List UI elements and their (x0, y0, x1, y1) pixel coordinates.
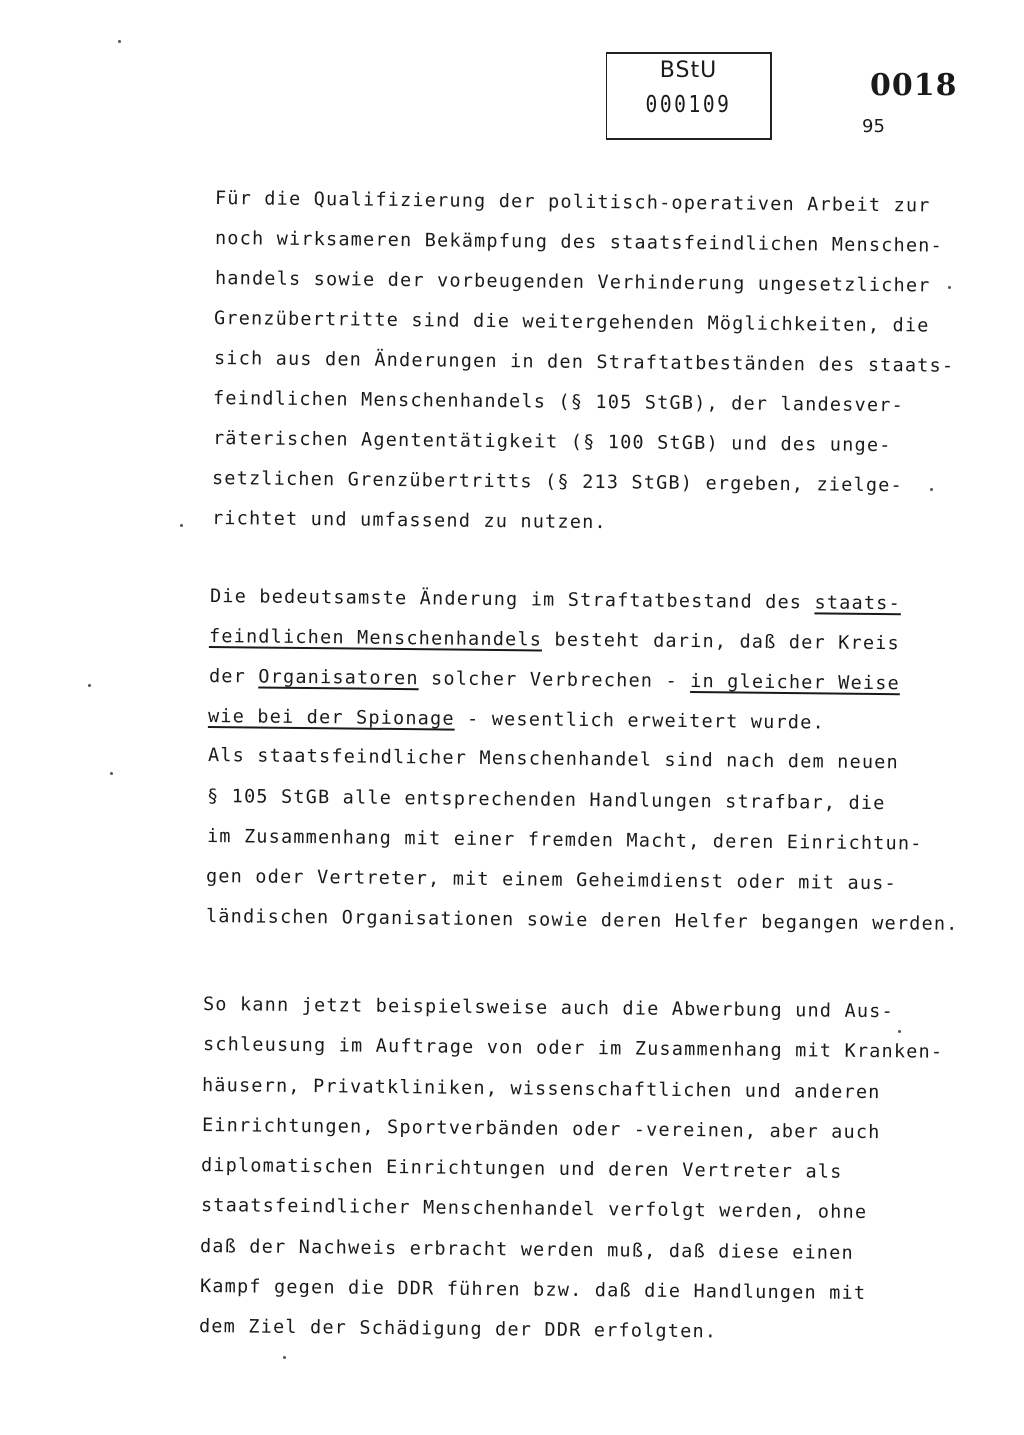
underlined-term: in gleicher Weise (690, 671, 901, 695)
text-line (208, 706, 825, 734)
text-segment: der (208, 666, 247, 688)
text-line: richtet und umfassend zu nutzen. (211, 508, 607, 534)
text-segment: - wesentlich erweitert wurde. (466, 708, 826, 734)
text-segment: Die bedeutsamste Änderung im Straftatbestand des (209, 586, 803, 614)
text-line: diplomatischen Einrichtungen und deren Vertreter als (200, 1155, 843, 1183)
text-line: Einrichtungen, Sportverbänden oder -vereinen, aber auch (201, 1115, 881, 1144)
underlined-term: Organisatoren (258, 666, 419, 690)
text-line: daß der Nachweis erbracht werden muß, daß diese einen (199, 1236, 855, 1264)
text-line (210, 586, 901, 615)
page-number: 95 (862, 116, 885, 137)
text-line: Kampf gegen die DDR führen bzw. daß die Handlungen mit (199, 1276, 867, 1304)
archive-stamp (606, 52, 772, 140)
text-line (209, 666, 900, 695)
text-line: So kann jetzt beispielsweise auch die Abwerbung und Aus- (202, 994, 895, 1023)
text-line: ländischen Organisationen sowie deren Helfer begangen werden. (205, 906, 959, 935)
text-line: feindlichen Menschenhandels (§ 105 StGB), der landesver- (212, 388, 905, 417)
text-line: setzlichen Grenzübertritts (§ 213 StGB) ergeben, zielge- (211, 468, 904, 497)
text-line: Für die Qualifizierung der politisch-operativen Arbeit zur (214, 188, 931, 217)
stamp-number: 000109 (645, 92, 732, 118)
text-line (209, 626, 900, 655)
text-line: staatsfeindlicher Menschenhandel verfolgt werden, ohne (200, 1195, 868, 1223)
text-line: sich aus den Änderungen in den Straftatbeständen des staats- (213, 348, 955, 377)
text-line: im Zusammenhang mit einer fremden Macht, deren Einrichtun- (206, 826, 923, 855)
underlined-term: feindlichen Menschenhandels (208, 626, 543, 651)
text-line: schleusung im Auftrage von oder im Zusammenhang mit Kranken- (202, 1034, 944, 1063)
text-line: Grenzübertritte sind die weitergehenden Möglichkeiten, die (213, 308, 930, 337)
stamp-agency: BStU (659, 58, 718, 83)
text-segment: solcher Verbrechen - (430, 668, 678, 692)
folio-number: 0018 (870, 68, 958, 103)
text-line: noch wirksameren Bekämpfung des staatsfeindlichen Menschen- (214, 228, 944, 257)
text-line: handels sowie der vorbeugenden Verhinderung ungesetzlicher (214, 268, 931, 297)
text-line: gen oder Vertreter, mit einem Geheimdienst oder mit aus- (205, 866, 898, 895)
underlined-term: wie bei der Spionage (207, 706, 455, 730)
text-line: räterischen Agententätigkeit (§ 100 StGB) und des unge- (212, 428, 892, 457)
text-line: häusern, Privatkliniken, wissenschaftlichen und anderen (201, 1075, 881, 1104)
text-line: dem Ziel der Schädigung der DDR erfolgten. (198, 1316, 718, 1343)
text-segment: besteht darin, daß der Kreis (554, 629, 901, 655)
underlined-term: staats- (814, 592, 902, 615)
text-line: § 105 StGB alle entsprechenden Handlungen strafbar, die (206, 786, 886, 815)
text-line: Als staatsfeindlicher Menschenhandel sind nach dem neuen (207, 745, 900, 774)
